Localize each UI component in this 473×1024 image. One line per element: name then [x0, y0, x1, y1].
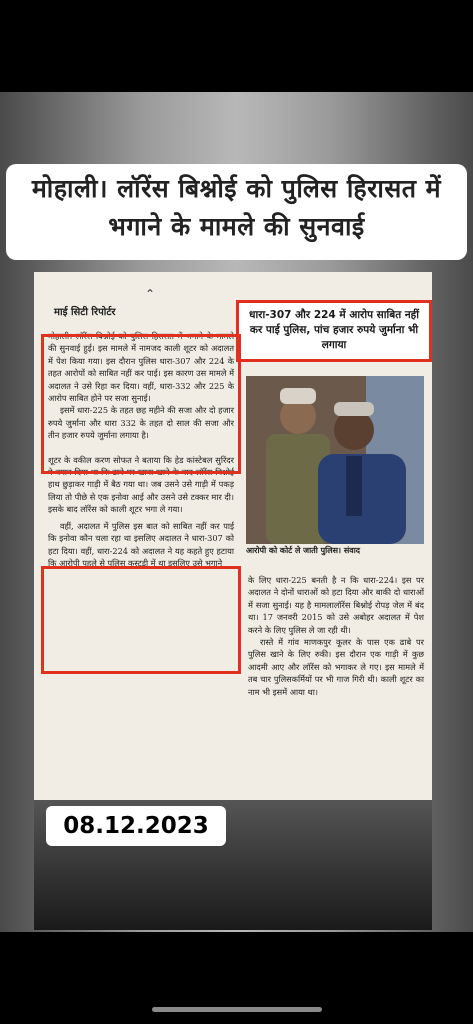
date-badge: 08.12.2023 — [46, 806, 226, 846]
section-label: माई सिटी रिपोर्टर — [54, 307, 116, 318]
home-indicator[interactable] — [152, 1007, 322, 1012]
paragraph-lawyer: शूटर के वकील करण सोफत ने बताया कि हेड कांस्टेबल सुरिंदर ने बयान दिया था कि ढाबे पर खाना खाने के बाद लॉरेंस बिश्नोई हाथ छुड़ाकर गाड़ी में बैठ गया था। जब उसने उसे गाड़ी में पकड़ लिया तो पीछे से एक इनोवा आई और उसने उसे टक्कर मार दी। इसके बाद लॉरेंस को काली शूटर भगा ले गया। — [48, 454, 234, 515]
right-column — [248, 574, 424, 698]
paragraph-court: वहीं, अदालत में पुलिस इस बात को साबित नहीं कर पाई कि इनोवा कौन चला रहा था इसलिए अदालत ने धारा-307 को हटा दिया। वहीं, धारा-224 को अदालत ने यह कहते हुए हटाया कि आरोपी पहले से पुलिस कस्टडी में था इसलिए उसे भगाने — [48, 520, 234, 568]
highlight-box-lawyer — [41, 566, 241, 674]
headline-text: मोहाली। लॉरेंस बिश्नोई को पुलिस हिरासत में भगाने के मामले की सुनवाई — [31, 174, 442, 241]
photo-caption: आरोपी को कोर्ट ले जाती पुलिस। संवाद — [246, 546, 361, 555]
court-photo — [246, 376, 424, 544]
paragraph-incident: रास्ते में गांव माणकपुर कूलर के पास एक ढाबे पर पुलिस खाने के लिए रुकी। इस दौरान एक गाड़ी में कुछ आदमी आए और लॉरेंस को भगाकर ले गए। इस मामले में तब चार पुलिसकर्मियों पर भी गाज गिरी थी। काली शूटर का नाम भी इसमें आया था। — [248, 637, 424, 697]
paragraph-sentence: इसमें धारा-225 के तहत छह महीने की सजा और दो हजार रुपये जुर्माना और धारा 332 के तहत दो साल की सजा और तीन हजार रुपये जुर्माना लगाया है। — [48, 405, 234, 441]
paragraph-intro: मोहाली। लॉरेंस बिश्नोई को पुलिस हिरासत में भगाने के मामले की सुनवाई हुई। इस मामले में नामजद काली शूटर को अदालत में पेश किया गया। इस दौरान पुलिस धारा-307 और 224 के तहत आरोपों को साबित नहीं कर पाई। इस कारण उस मामले में अदालत ने उसे रिहा कर दिया। वहीं, धारा-332 और 225 के आरोप साबित होने पर सजा सुनाई। — [48, 331, 234, 404]
boxed-headline: धारा-307 और 224 में आरोप साबित नहीं कर पाई पुलिस, पांच हजार रुपये जुर्माना भी लगाया — [238, 302, 430, 360]
highlight-box-intro — [41, 334, 241, 474]
highlight-box-headline — [236, 300, 432, 362]
photo-illustration — [246, 376, 424, 544]
status-bar-area — [0, 0, 473, 92]
caret-mark: ⌃ — [145, 287, 156, 301]
paragraph-verdict: के लिए धारा-225 बनती है न कि धारा-224। इस पर अदालत ने दोनों धाराओं को हटा दिया और बाकी दो धाराओं में सजा सुनाई। यह है मामलालॉरेंस बिश्नोई रोपड़ जेल में बंद था। 17 जनवरी 2015 को उसे अबोहर अदालत में पेश करने के लिए पुलिस ले जा रही थी। — [248, 575, 424, 635]
